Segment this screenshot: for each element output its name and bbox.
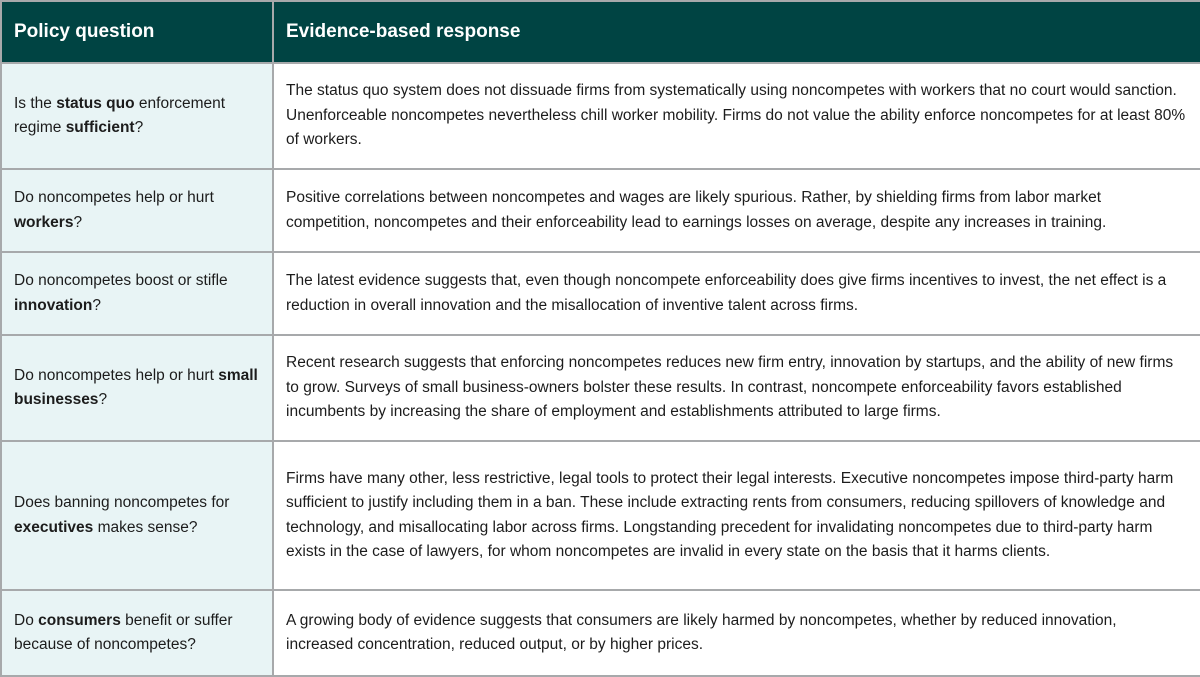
- question-keyword: executives: [14, 518, 94, 536]
- question-keyword: workers: [14, 213, 74, 231]
- answer-cell: The latest evidence suggests that, even though noncompete enforceability does give firms incentives to invest, the net effect is a reduction in overall innovation and the misallocation of inventive talent across firms.: [273, 252, 1200, 335]
- table-row: [1, 169, 1200, 252]
- question-keyword: status quo: [56, 94, 135, 112]
- question-cell: Do noncompetes help or hurt workers?: [1, 169, 273, 252]
- header-policy-question: Policy question: [1, 1, 273, 63]
- question-cell: Is the status quo enforcement regime sufficient?: [1, 63, 273, 169]
- question-keyword: consumers: [38, 611, 121, 629]
- answer-cell: The status quo system does not dissuade firms from systematically using noncompetes with workers that no court would sanction. Unenforceable noncompetes nevertheless chill worker mobility. Firms do not value the ability enforce noncompetes for at least 80% of workers.: [273, 63, 1200, 169]
- question-cell: Do noncompetes help or hurt small businesses?: [1, 335, 273, 441]
- table-row: [1, 63, 1200, 169]
- question-keyword: sufficient: [65, 119, 135, 136]
- answer-cell: Positive correlations between noncompetes and wages are likely spurious. Rather, by shielding firms from labor market competition, noncompetes and their enforceability lead to earnings losses on average, despite any increases in training.: [273, 169, 1200, 252]
- table-row: [1, 441, 1200, 590]
- header-row: [1, 1, 1200, 63]
- question-keyword: innovation: [14, 296, 93, 314]
- question-keyword: small businesses: [14, 366, 258, 408]
- table-row: [1, 252, 1200, 335]
- question-cell: Do consumers benefit or suffer because of noncompetes?: [1, 590, 273, 676]
- answer-cell: A growing body of evidence suggests that consumers are likely harmed by noncompetes, whether by reduced innovation, increased concentration, reduced output, or by higher prices.: [273, 590, 1200, 676]
- question-cell: Do noncompetes boost or stifle innovation?: [1, 252, 273, 335]
- table-row: [1, 590, 1200, 676]
- header-evidence-response: Evidence-based response: [273, 1, 1200, 63]
- table-row: [1, 335, 1200, 441]
- answer-cell: Firms have many other, less restrictive, legal tools to protect their legal interests. Executive noncompetes impose third-party harm sufficient to justify including them in a ban. These include extracting rents from consumers, reducing spillovers of knowledge and technology, and misallocating labor across firms. Longstanding precedent for invalidating noncompetes due to third-party harm exists in the case of lawyers, for whom noncompetes are invalid in every state on the basis that it harms clients.: [273, 441, 1200, 590]
- answer-cell: Recent research suggests that enforcing noncompetes reduces new firm entry, innovation by startups, and the ability of new firms to grow. Surveys of small business-owners bolster these results. In contrast, noncompete enforceability favors established incumbents by increasing the share of employment and establishments attributed to large firms.: [273, 335, 1200, 441]
- question-cell: Does banning noncompetes for executives makes sense?: [1, 441, 273, 590]
